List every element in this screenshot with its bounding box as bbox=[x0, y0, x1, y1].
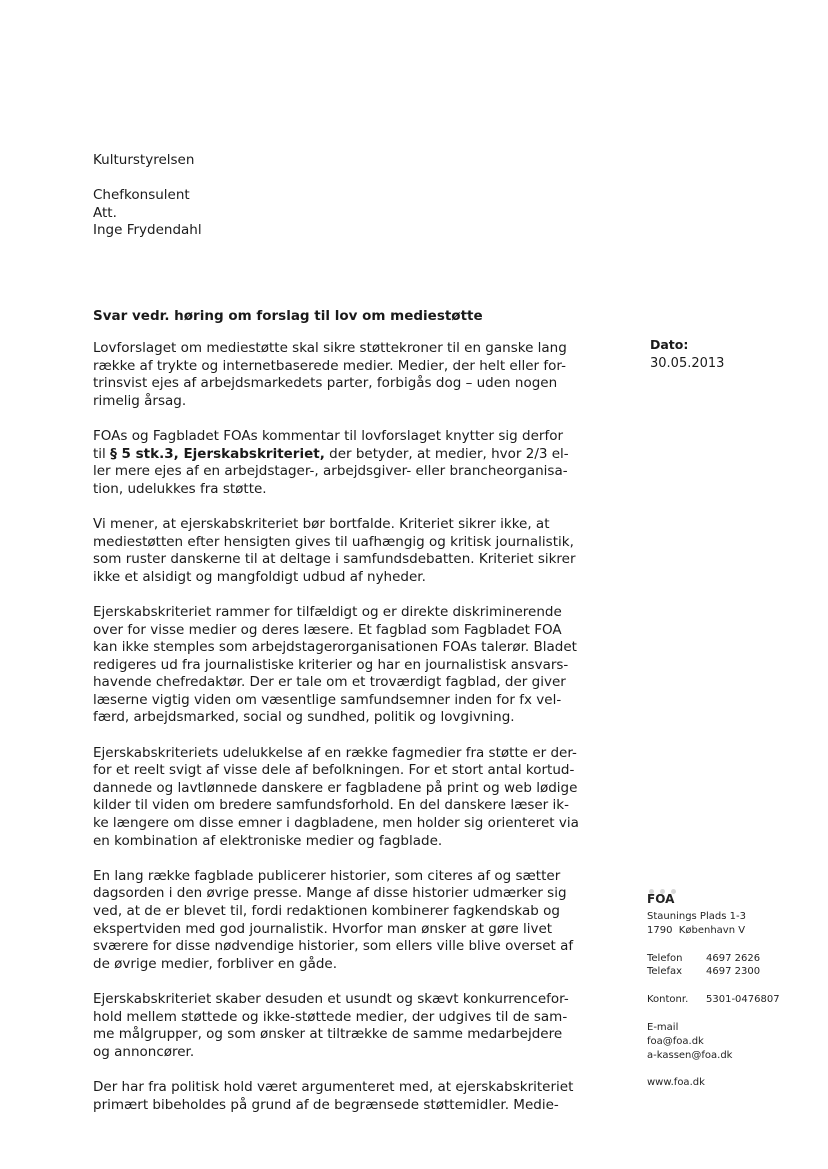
text-line: og annoncører. bbox=[93, 1043, 195, 1060]
text-line: havende chefredaktør. Der er tale om et troværdigt fagblad, der giver bbox=[93, 674, 566, 691]
text-line: sværere for disse nødvendige historier, som ellers ville blive overset af bbox=[93, 938, 574, 955]
text-line: dannede og lavtlønnede danskere er fagbladene på print og web lødige bbox=[93, 779, 578, 796]
recipient-att: Att. bbox=[93, 204, 117, 221]
text-line: Ejerskabskriteriets udelukkelse af en række fagmedier fra støtte er der- bbox=[93, 744, 577, 761]
text-fragment: til bbox=[93, 445, 111, 462]
text-line: Der har fra politisk hold været argumenteret med, at ejerskabskriteriet bbox=[93, 1078, 574, 1095]
text-line: kilder til viden om bredere samfundsforhold. En del danskere læser ik- bbox=[93, 797, 569, 814]
sender-city: 1790 København V bbox=[647, 925, 746, 936]
paragraph-6 bbox=[93, 868, 603, 974]
letter-subject: Svar vedr. høring om forslag til lov om mediestøtte bbox=[93, 308, 483, 324]
text-line: me målgrupper, og som ønsker at tiltrække de samme medarbejdere bbox=[93, 1026, 563, 1043]
email-link-foa[interactable]: foa@foa.dk bbox=[647, 1036, 704, 1047]
paragraph-3 bbox=[93, 516, 603, 586]
sender-account bbox=[647, 993, 780, 1007]
sender-phone bbox=[647, 952, 760, 966]
date-value: 30.05.2013 bbox=[650, 356, 725, 371]
web-link[interactable]: www.foa.dk bbox=[647, 1077, 705, 1088]
text-line: læserne vigtig viden om væsentlige samfundsemner inden for fx vel- bbox=[93, 691, 562, 708]
paragraph-8 bbox=[93, 1079, 603, 1114]
text-line: som ruster danskerne til at deltage i samfundsdebatten. Kriteriet sikrer bbox=[93, 551, 576, 568]
paragraph-1 bbox=[93, 340, 603, 410]
text-fragment: der betyder, at medier, hvor 2/3 el- bbox=[324, 445, 569, 462]
text-line: færd, arbejdsmarked, social og sundhed, politik og lovgivning. bbox=[93, 709, 515, 726]
fax-value: 4697 2300 bbox=[706, 966, 761, 977]
text-line: kan ikke stemples som arbejdstagerorganisationen FOAs talerør. Bladet bbox=[93, 639, 577, 656]
text-line: ikke et alsidigt og mangfoldigt udbud af nyheder. bbox=[93, 568, 426, 585]
text-line: dagsorden i den øvrige presse. Mange af disse historier udmærker sig bbox=[93, 885, 567, 902]
text-line: over for visse medier og deres læsere. Et fagblad som Fagbladet FOA bbox=[93, 621, 562, 638]
recipient-block bbox=[93, 152, 202, 240]
text-line: ler mere ejes af en arbejdstager-, arbejdsgiver- eller brancheorganisa- bbox=[93, 463, 568, 480]
text-line: mediestøtten efter hensigten gives til uafhængig og kritisk journalistik, bbox=[93, 533, 574, 550]
text-line: primært bibeholdes på grund af de begrænsede støttemidler. Medie- bbox=[93, 1096, 559, 1113]
text-line: for et reelt svigt af visse dele af befolkningen. For et stort antal kortud- bbox=[93, 762, 575, 779]
text-line: trinsvist ejes af arbejdsmarkedets parter, forbigås dog – uden nogen bbox=[93, 375, 558, 392]
paragraph-2 bbox=[93, 428, 603, 498]
letter-body bbox=[93, 340, 603, 1132]
date-label: Dato: bbox=[650, 337, 689, 352]
account-value: 5301-0476807 bbox=[706, 994, 780, 1005]
text-line: rimelig årsag. bbox=[93, 392, 187, 409]
paragraph-5 bbox=[93, 745, 603, 851]
text-line: Vi mener, at ejerskabskriteriet bør bortfalde. Kriteriet sikrer ikke, at bbox=[93, 515, 550, 532]
phone-value: 4697 2626 bbox=[706, 953, 761, 964]
email-link-akassen[interactable]: a-kassen@foa.dk bbox=[647, 1050, 733, 1061]
text-line: ke længere om disse emner i dagbladene, men holder sig orienteret via bbox=[93, 815, 579, 832]
text-line: ved, at de er blevet til, fordi redaktionen kombinerer fagkendskab og bbox=[93, 903, 560, 919]
text-line bbox=[93, 446, 603, 464]
criterion-reference: § 5 stk.3, Ejerskabskriteriet, bbox=[110, 445, 325, 462]
paragraph-7 bbox=[93, 991, 603, 1061]
recipient-org: Kulturstyrelsen bbox=[93, 152, 195, 168]
text-line: FOAs og Fagbladet FOAs kommentar til lovforslaget knytter sig derfor bbox=[93, 427, 564, 444]
text-line: en kombination af elektroniske medier og fagblade. bbox=[93, 832, 443, 849]
sender-org: FOA bbox=[647, 892, 675, 906]
account-label: Kontonr. bbox=[647, 994, 689, 1005]
fax-label: Telefax bbox=[647, 966, 683, 977]
text-line: En lang række fagblade publicerer historier, som citeres af og sætter bbox=[93, 867, 561, 884]
text-line: redigeres ud fra journalistiske kriterier og har en journalistisk ansvars- bbox=[93, 656, 569, 673]
sender-fax bbox=[647, 965, 760, 979]
text-line: række af trykte og internetbaserede medier. Medier, der helt eller for- bbox=[93, 357, 566, 374]
phone-label: Telefon bbox=[647, 953, 683, 964]
text-line: ekspertviden med god journalistik. Hvorfor man ønsker at gøre livet bbox=[93, 920, 553, 937]
email-label: E-mail bbox=[647, 1022, 679, 1033]
recipient-name: Inge Frydendahl bbox=[93, 222, 202, 238]
text-line: de øvrige medier, forbliver en gåde. bbox=[93, 955, 338, 972]
sender-street: Staunings Plads 1-3 bbox=[647, 911, 746, 922]
text-line: hold mellem støttede og ikke-støttede medier, der udgives til de sam- bbox=[93, 1008, 568, 1025]
text-line: Ejerskabskriteriet skaber desuden et usundt og skævt konkurrencefor- bbox=[93, 990, 569, 1007]
recipient-title: Chefkonsulent bbox=[93, 187, 190, 203]
text-line: Ejerskabskriteriet rammer for tilfældigt og er direkte diskriminerende bbox=[93, 603, 562, 620]
text-line: Lovforslaget om mediestøtte skal sikre støttekroner til en ganske lang bbox=[93, 340, 567, 356]
text-line: tion, udelukkes fra støtte. bbox=[93, 480, 267, 497]
paragraph-4 bbox=[93, 604, 603, 727]
